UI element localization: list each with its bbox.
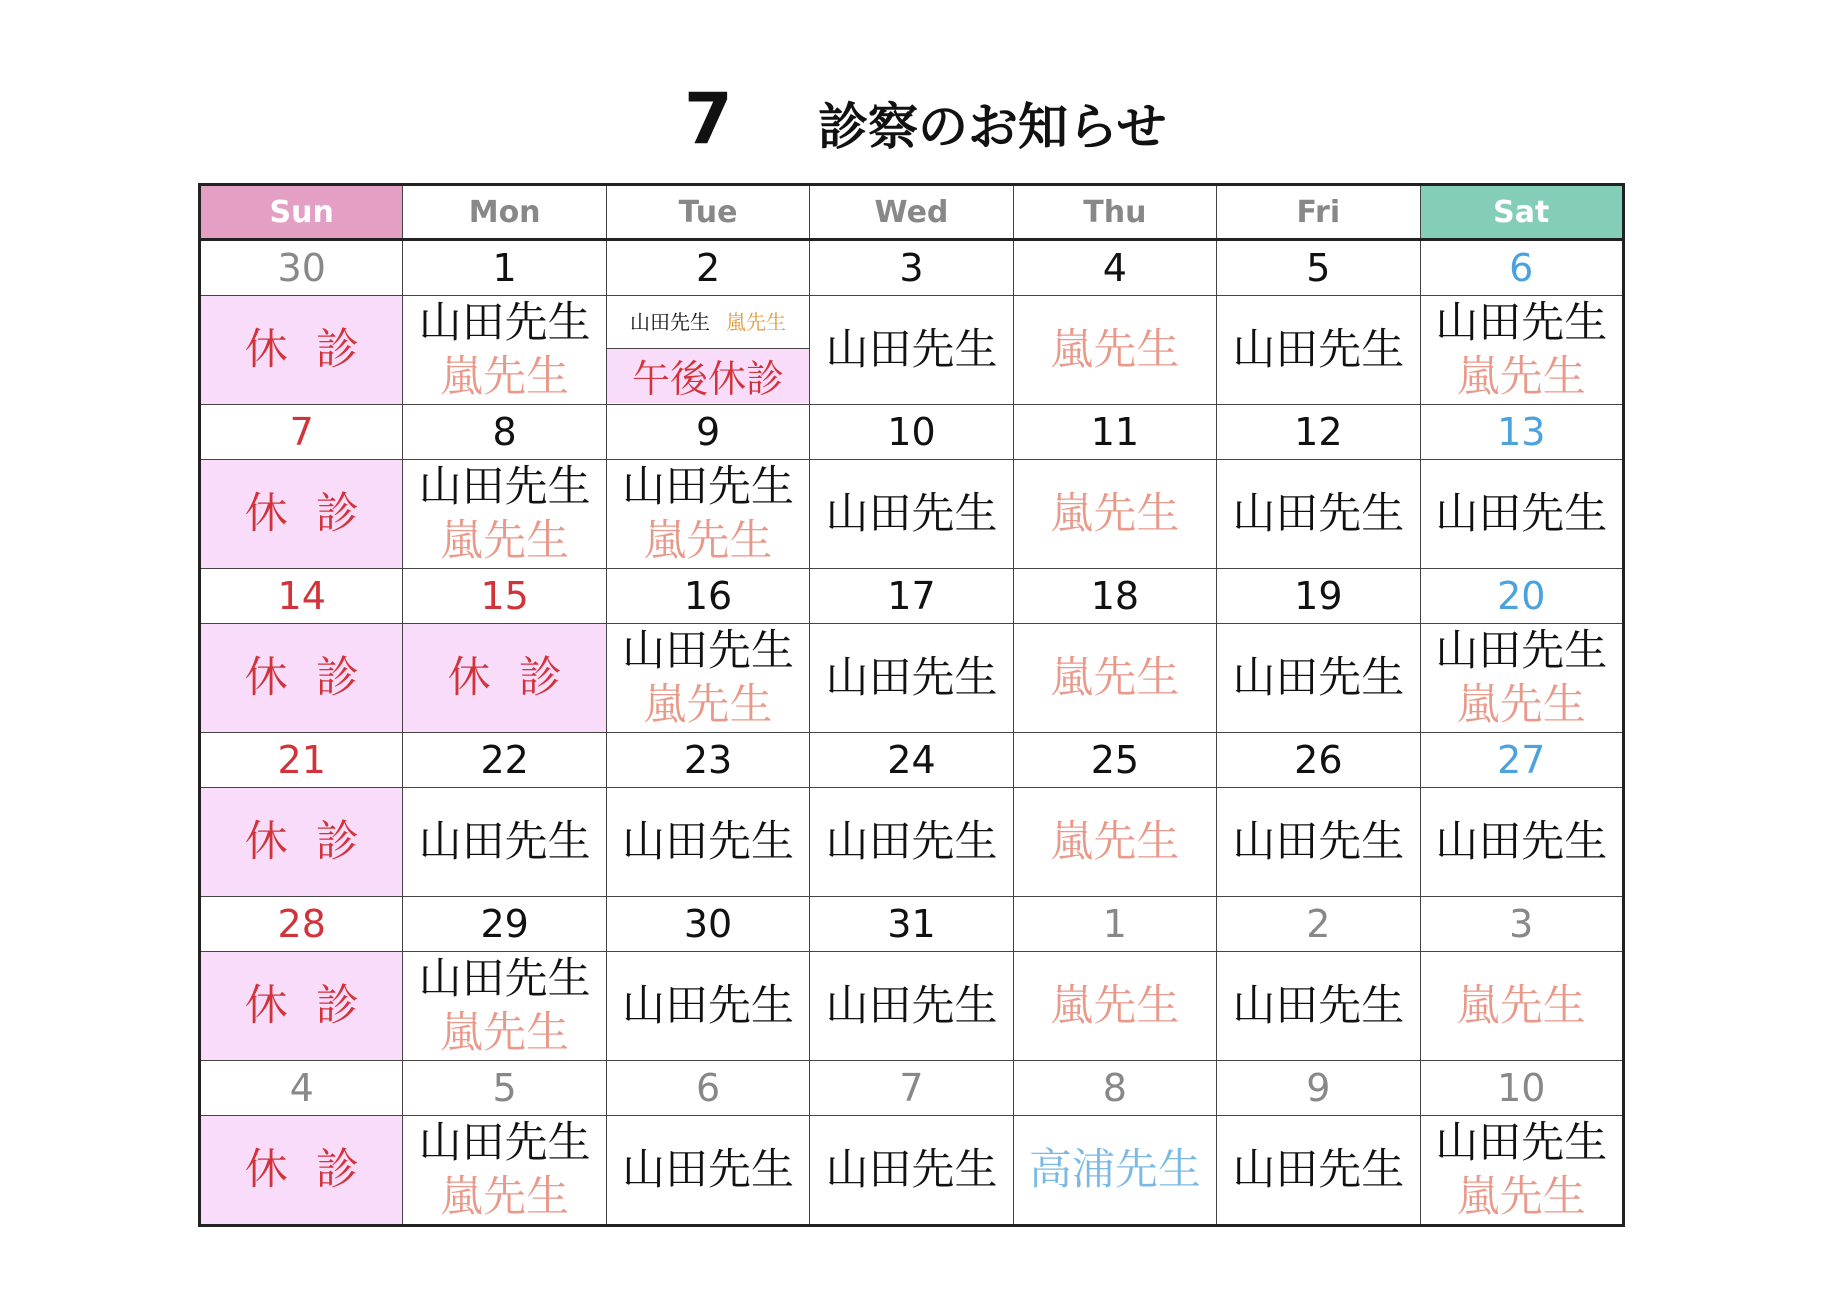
closed-cell [200,460,403,569]
schedule-cell [606,624,809,733]
weekday-header-mon: Mon [403,185,606,240]
doctor-name: 山田先生 [1232,325,1405,375]
schedule-cell [1420,624,1623,733]
date-cell: 1 [1013,897,1216,952]
date-cell: 10 [810,405,1013,460]
closed-label: 休診 [244,1145,387,1195]
schedule-cell [1013,788,1216,897]
date-cell: 14 [200,569,403,624]
weekday-header-tue: Tue [606,185,809,240]
doctor-name: 嵐先生 [1050,653,1180,703]
page-title [0,75,1821,165]
date-cell: 2 [1217,897,1420,952]
schedule-cell [606,460,809,569]
schedule-cell [403,1116,606,1226]
schedule-cell [810,624,1013,733]
closed-cell [200,1116,403,1226]
doctor-name: 山田先生 [622,981,795,1031]
date-row [200,1061,1624,1116]
date-row [200,897,1624,952]
date-cell: 9 [606,405,809,460]
closed-label: 休診 [244,489,387,539]
doctor-name: 山田先生 [825,817,998,867]
doctor-name: 山田先生 [825,653,998,703]
date-cell: 6 [1420,240,1623,296]
date-cell: 16 [606,569,809,624]
schedule-cell [606,952,809,1061]
date-cell: 26 [1217,733,1420,788]
date-cell: 10 [1420,1061,1623,1116]
schedule-cell [1217,624,1420,733]
closed-cell [200,296,403,405]
closed-cell [200,624,403,733]
doctor-name: 嵐先生 [440,516,570,566]
schedule-cell [403,460,606,569]
date-cell: 8 [403,405,606,460]
schedule-row [200,296,1624,405]
schedule-row [200,460,1624,569]
calendar-body [200,240,1624,1226]
schedule-cell [1013,460,1216,569]
doctor-name: 山田先生 [1435,489,1608,539]
schedule-cell [403,296,606,405]
date-cell: 24 [810,733,1013,788]
date-cell: 12 [1217,405,1420,460]
doctor-name: 山田先生 [622,1145,795,1195]
schedule-cell [1420,460,1623,569]
closed-cell [200,952,403,1061]
schedule-cell [1217,952,1420,1061]
title-month: 7 [684,78,733,160]
doctor-name: 嵐先生 [440,1172,570,1222]
weekday-header-row [200,185,1624,240]
doctor-name: 山田先生 [1232,489,1405,539]
schedule-cell [1420,952,1623,1061]
date-cell: 4 [200,1061,403,1116]
date-cell: 5 [1217,240,1420,296]
date-cell: 2 [606,240,809,296]
doctor-name: 山田先生 [418,298,591,348]
date-cell: 11 [1013,405,1216,460]
morning-doctors [607,296,809,349]
date-cell: 4 [1013,240,1216,296]
closed-cell [403,624,606,733]
doctor-name: 嵐先生 [726,310,787,334]
schedule-cell [810,1116,1013,1226]
date-cell: 1 [403,240,606,296]
date-cell: 9 [1217,1061,1420,1116]
date-cell: 25 [1013,733,1216,788]
doctor-name: 山田先生 [1232,1145,1405,1195]
doctor-name: 嵐先生 [643,680,773,730]
closed-label: 休診 [244,981,387,1031]
date-cell: 3 [1420,897,1623,952]
doctor-name: 嵐先生 [1050,981,1180,1031]
schedule-cell [810,296,1013,405]
doctor-name: 山田先生 [1435,817,1608,867]
date-cell: 23 [606,733,809,788]
date-cell: 17 [810,569,1013,624]
date-cell: 18 [1013,569,1216,624]
doctor-name: 嵐先生 [1456,1172,1586,1222]
afternoon-closed-label: 午後休診 [607,349,809,403]
doctor-name: 山田先生 [1232,981,1405,1031]
date-cell: 21 [200,733,403,788]
date-cell: 5 [403,1061,606,1116]
doctor-name: 嵐先生 [643,516,773,566]
weekday-header-fri: Fri [1217,185,1420,240]
schedule-cell [1420,296,1623,405]
date-row [200,405,1624,460]
doctor-name: 山田先生 [622,462,795,512]
doctor-name: 嵐先生 [1456,352,1586,402]
schedule-cell [403,788,606,897]
title-text: 診察のお知らせ [818,98,1167,156]
date-cell: 8 [1013,1061,1216,1116]
schedule-cell [1217,1116,1420,1226]
date-row [200,240,1624,296]
closed-label: 休診 [244,325,387,375]
doctor-name: 山田先生 [1435,1118,1608,1168]
closed-label: 休診 [244,817,387,867]
date-cell: 27 [1420,733,1623,788]
date-cell: 19 [1217,569,1420,624]
doctor-name: 山田先生 [418,1118,591,1168]
date-cell: 30 [606,897,809,952]
schedule-row [200,1116,1624,1226]
date-cell: 29 [403,897,606,952]
date-cell: 7 [810,1061,1013,1116]
doctor-name: 山田先生 [825,489,998,539]
date-cell: 3 [810,240,1013,296]
weekday-header-sat: Sat [1420,185,1623,240]
schedule-cell [1013,1116,1216,1226]
doctor-name: 嵐先生 [440,1008,570,1058]
doctor-name: 山田先生 [622,626,795,676]
split-schedule-cell [606,296,809,405]
schedule-cell [606,788,809,897]
doctor-name: 山田先生 [630,310,711,334]
doctor-name: 山田先生 [825,981,998,1031]
schedule-cell [1217,460,1420,569]
doctor-name: 嵐先生 [1050,325,1180,375]
doctor-name: 山田先生 [1232,817,1405,867]
doctor-name: 嵐先生 [1050,817,1180,867]
schedule-cell [403,952,606,1061]
closed-label: 休診 [244,653,387,703]
date-cell: 28 [200,897,403,952]
date-cell: 6 [606,1061,809,1116]
schedule-cell [810,952,1013,1061]
schedule-cell [810,460,1013,569]
schedule-cell [810,788,1013,897]
date-cell: 30 [200,240,403,296]
date-cell: 31 [810,897,1013,952]
doctor-name: 山田先生 [418,462,591,512]
doctor-name: 嵐先生 [1456,680,1586,730]
doctor-name: 山田先生 [1435,626,1608,676]
doctor-name: 山田先生 [825,1145,998,1195]
doctor-name: 山田先生 [418,954,591,1004]
schedule-cell [1013,624,1216,733]
schedule-cell [1420,1116,1623,1226]
schedule-cell [1013,296,1216,405]
doctor-name: 嵐先生 [1456,981,1586,1031]
schedule-row [200,624,1624,733]
date-cell: 22 [403,733,606,788]
doctor-name: 山田先生 [1435,298,1608,348]
date-cell: 13 [1420,405,1623,460]
schedule-cell [1013,952,1216,1061]
date-row [200,569,1624,624]
weekday-header-wed: Wed [810,185,1013,240]
doctor-name: 山田先生 [825,325,998,375]
date-cell: 20 [1420,569,1623,624]
doctor-name: 山田先生 [622,817,795,867]
schedule-cell [606,1116,809,1226]
closed-label: 休診 [447,653,590,703]
date-cell: 15 [403,569,606,624]
doctor-name: 嵐先生 [1050,489,1180,539]
schedule-row [200,952,1624,1061]
weekday-header-thu: Thu [1013,185,1216,240]
schedule-cell [1217,788,1420,897]
schedule-row [200,788,1624,897]
doctor-name: 山田先生 [1232,653,1405,703]
doctor-name: 山田先生 [418,817,591,867]
schedule-cell [1420,788,1623,897]
doctor-name: 嵐先生 [440,352,570,402]
closed-cell [200,788,403,897]
calendar-table [198,183,1625,1227]
date-row [200,733,1624,788]
schedule-cell [1217,296,1420,405]
date-cell: 7 [200,405,403,460]
doctor-name: 高浦先生 [1028,1145,1201,1195]
weekday-header-sun: Sun [200,185,403,240]
